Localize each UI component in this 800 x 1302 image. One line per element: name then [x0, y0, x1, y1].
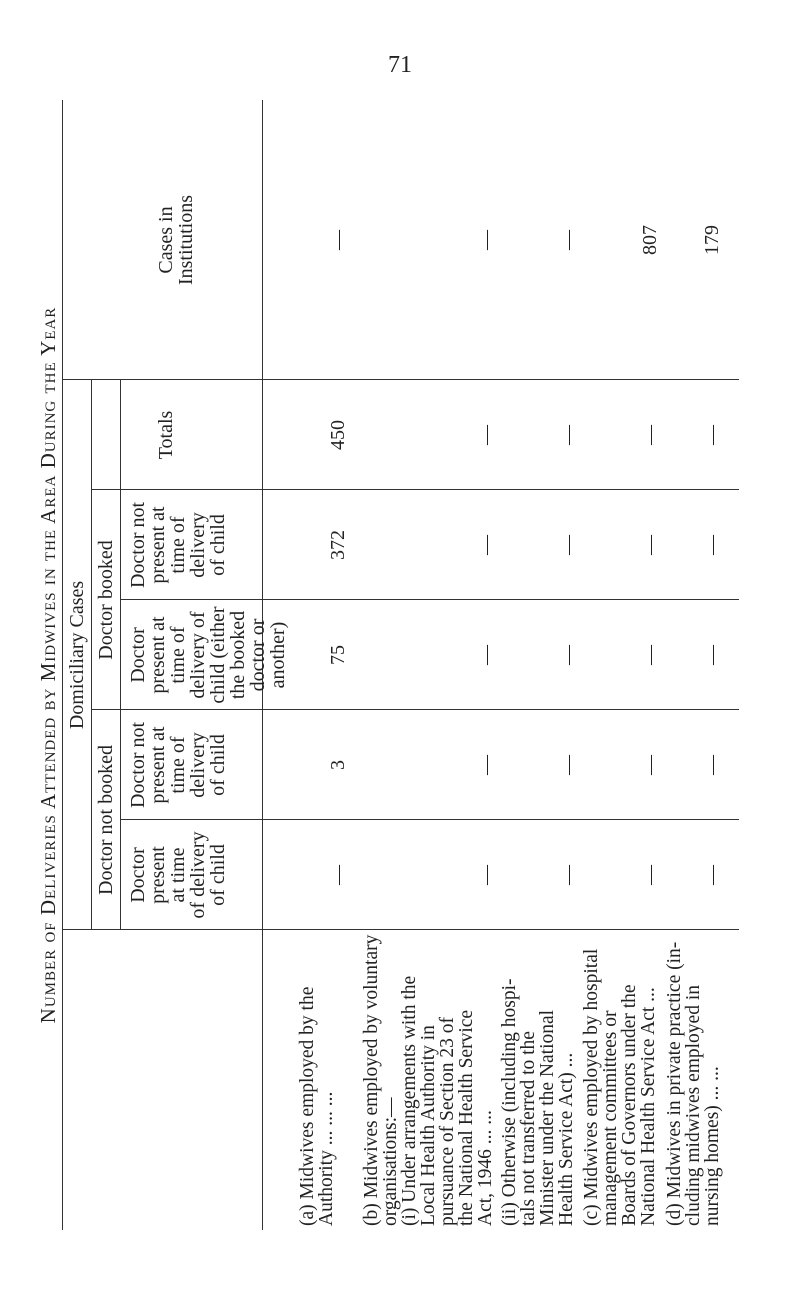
cell-c-4: — [639, 535, 661, 555]
cell-d-1: — [701, 865, 723, 885]
header-doctor-not-booked: Doctor not booked [95, 745, 117, 895]
cell-bii-1: — [557, 865, 579, 885]
cell-bii-5: — [557, 425, 579, 445]
domiciliary-rule [91, 380, 92, 930]
page-number: 71 [388, 52, 412, 78]
header-domiciliary: Domiciliary Cases [66, 580, 88, 730]
booked-rule [120, 380, 121, 930]
cell-a-6: — [327, 230, 349, 250]
cell-bii-4: — [557, 535, 579, 555]
row-label-b-ii: (ii) Otherwise (including hospi- tals not transferred to the Minister under the National Health Service Act) ... [499, 978, 577, 1226]
table-title: Number of Deliveries Attended by Midwives in the Area During the Year [36, 306, 60, 1024]
title-rule [62, 100, 63, 1230]
cell-b-3: — [475, 645, 497, 665]
cell-bii-3: — [557, 645, 579, 665]
deliveries-table [36, 100, 739, 1230]
cell-bii-6: — [557, 230, 579, 250]
header-col1: Doctor present at time of delivery of child [127, 831, 229, 919]
cell-d-2: — [701, 755, 723, 775]
header-doctor-booked: Doctor booked [95, 540, 117, 660]
cell-b-1: — [475, 865, 497, 885]
row-label-c: (c) Midwives employed by hospital management committees or Boards of Governors under the National Health Service Act ... [581, 948, 659, 1226]
cell-c-1: — [639, 865, 661, 885]
cell-c-2: — [639, 755, 661, 775]
cell-a-3: 75 [327, 645, 349, 665]
cell-d-6: 179 [701, 225, 723, 255]
cell-d-5: — [701, 425, 723, 445]
cell-a-1: — [327, 865, 349, 885]
header-col6: Cases in Institutions [155, 195, 197, 286]
cell-a-5: 450 [327, 420, 349, 450]
cell-c-3: — [639, 645, 661, 665]
cell-a-4: 372 [327, 530, 349, 560]
row-label-b: (b) Midwives employed by voluntary organisations:— (i) Under arrangements with the Local Health Authority in pursuance of Section 23 of the National Health Service Act, 1946 ... ... [361, 934, 496, 1226]
cell-c-6: 807 [639, 225, 661, 255]
header-col5: Totals [155, 410, 177, 460]
cell-b-5: — [475, 425, 497, 445]
cell-d-4: — [701, 535, 723, 555]
header-col4: Doctor not present at time of delivery of child [127, 501, 229, 589]
header-col2: Doctor not present at time of delivery of child [127, 721, 229, 809]
cell-b-4: — [475, 535, 497, 555]
cell-b-6: — [475, 230, 497, 250]
cell-a-2: 3 [327, 760, 349, 770]
cell-b-2: — [475, 755, 497, 775]
header-col3: Doctor present at time of delivery of child (either the booked doctor or another) [127, 606, 289, 704]
row-label-d: (d) Midwives in private practice (in- cluding midwives employed in nursing homes) ... ... [664, 941, 723, 1226]
cell-bii-2: — [557, 755, 579, 775]
cell-d-3: — [701, 645, 723, 665]
cell-c-5: — [639, 425, 661, 445]
row-label-a: (a) Midwives employed by the Authority ... ... ... [297, 986, 337, 1226]
